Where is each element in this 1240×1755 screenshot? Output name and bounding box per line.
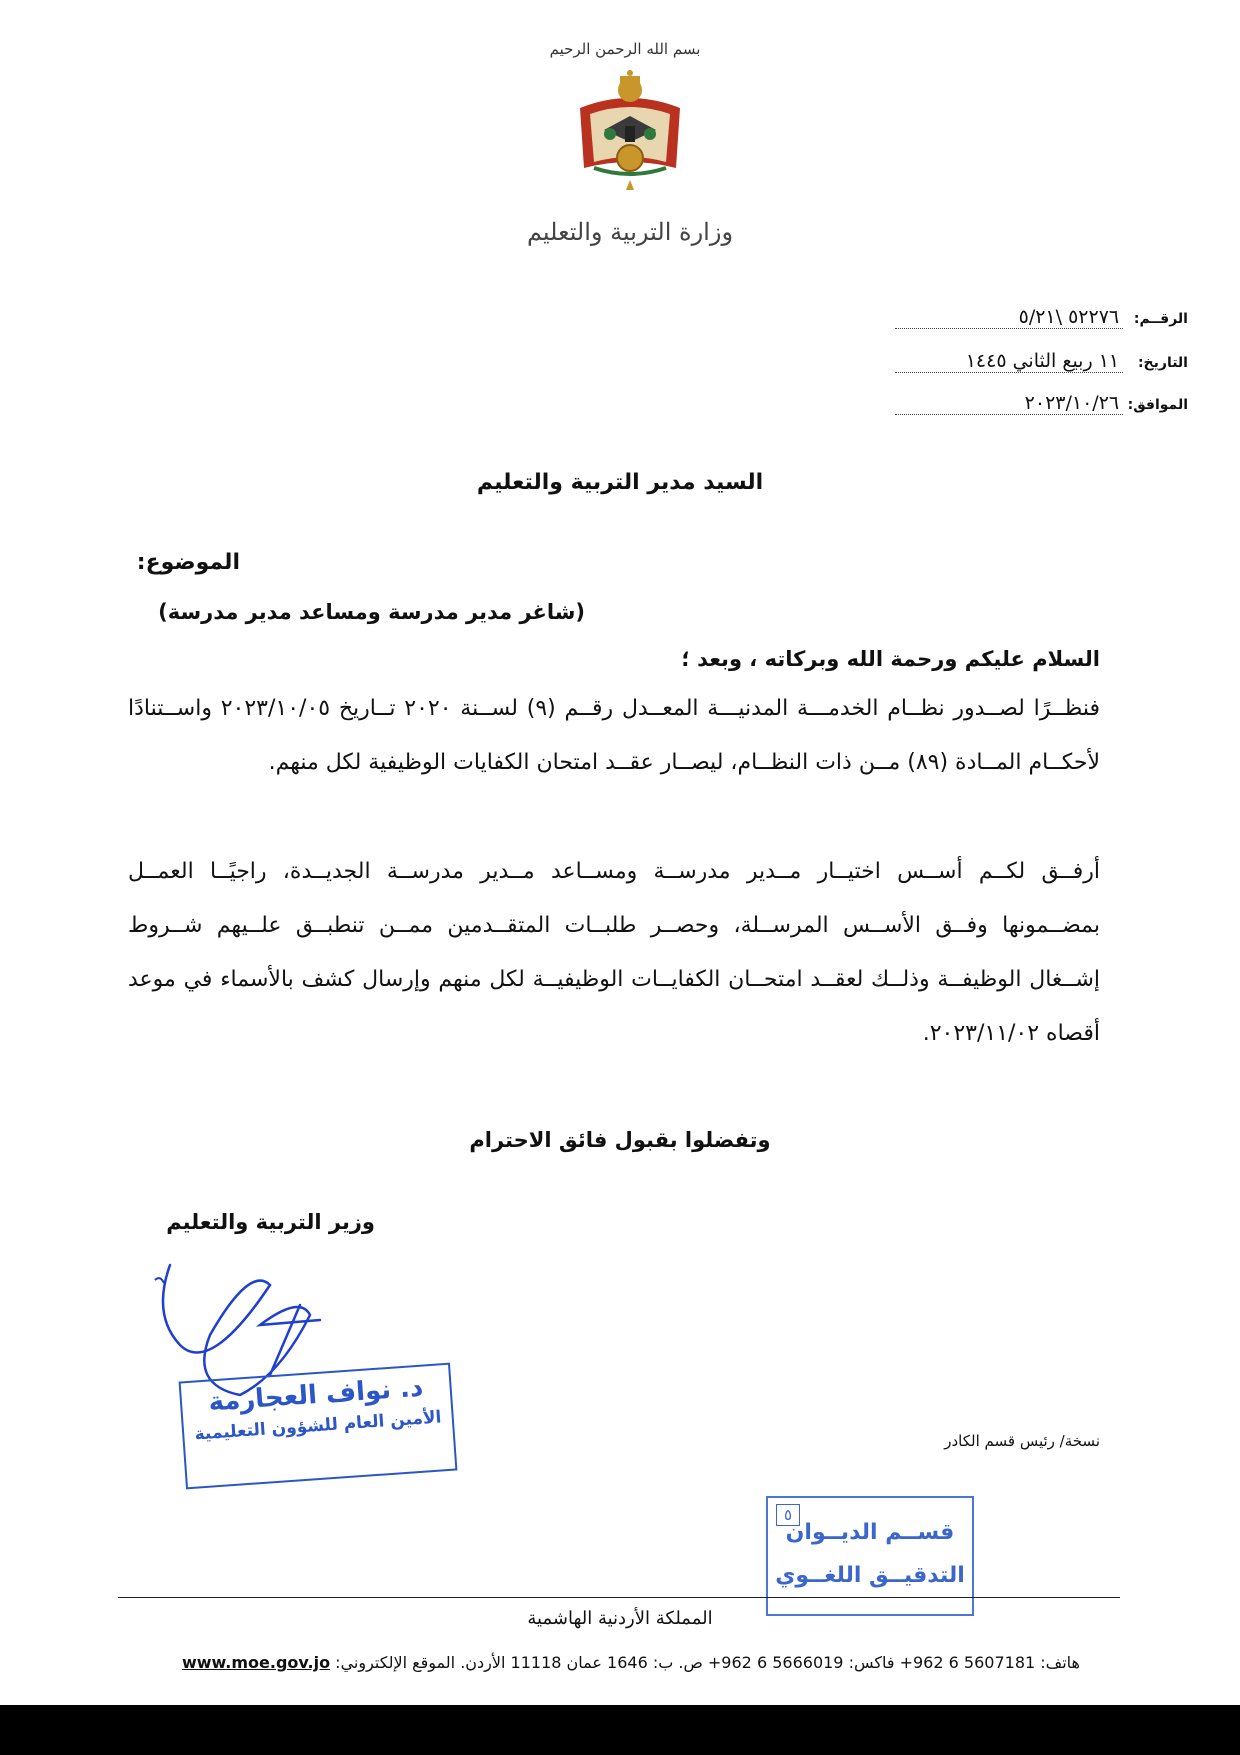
office-stamp-line1: قســم الديــوان <box>785 1520 955 1545</box>
footer-contact <box>150 1653 1080 1672</box>
body-paragraph-2: أرفــق لكــم أســس اختيــار مــدير مدرســة ومســاعد مــدير مدرســة الجديــدة، راجيًــا العمــل بمضــمونها وفــق الأســس المرســلة، وحصــر طلبــات المتقــدمين ممــن تنطبــق علــيهم شــروط إشــغال الوظيفــة وذلــك لعقــد امتحــان الكفايــات الوظيفيــة لكل منهم وإرسال كشف بالأسماء في موعد أقصاه ٢٠٢٣/١١/٠٢. <box>128 859 1100 1046</box>
signatory-title: وزير التربية والتعليم <box>166 1210 375 1234</box>
signer-stamp <box>179 1363 458 1490</box>
body-paragraph-1: فنظــرًا لصــدور نظــام الخدمـــة المدنيـــة المعــدل رقــم (٩) لســنة ٢٠٢٠ تــاريخ ٢٠٢٣/١٠/٠٥ واســتنادًا لأحكــام المــادة (٨٩) مــن ذات النظــام، ليصــار عقــد امتحان الكفايات الوظيفية لكل منهم. <box>128 696 1100 775</box>
reference-number-value: ٥٢٢٧٦ \٥/٢١ <box>895 306 1123 329</box>
footer-country: المملكة الأردنية الهاشمية <box>527 1608 713 1629</box>
basmala: بسم الله الرحمن الرحيم <box>549 40 701 58</box>
hijri-date-value: ١١ ربيع الثاني ١٤٤٥ <box>895 350 1123 373</box>
office-stamp <box>766 1496 974 1616</box>
scan-border <box>0 1705 1240 1755</box>
subject-label: الموضوع: <box>136 550 240 575</box>
gregorian-date <box>768 392 1188 415</box>
gregorian-date-label: الموافق: <box>1127 397 1188 413</box>
ministry-name: وزارة التربية والتعليم <box>526 218 734 246</box>
signer-position: الأمين العام للشؤون التعليمية <box>193 1407 443 1445</box>
signer-name: د. نواف العجارمة <box>207 1372 425 1418</box>
website-link[interactable]: www.moe.gov.jo <box>181 1653 331 1672</box>
greeting: السلام عليكم ورحمة الله وبركاته ، وبعد ؛ <box>681 647 1100 671</box>
hijri-date <box>768 350 1188 373</box>
copy-to: نسخة/ رئيس قسم الكادر <box>944 1432 1100 1450</box>
footer-contact-text: هاتف: 5607181 6 962+ فاكس: 5666019 6 962+ ص. ب: 1646 عمان 11118 الأردن. الموقع الإلكتروني: <box>335 1653 1080 1672</box>
addressee: السيد مدير التربية والتعليم <box>476 470 764 495</box>
hijri-date-label: التاريخ: <box>1137 355 1188 371</box>
closing-line: وتفضلوا بقبول فائق الاحترام <box>469 1128 771 1152</box>
footer-divider <box>118 1597 1120 1598</box>
reference-number <box>768 306 1188 329</box>
office-stamp-line2: التدقيــق اللغــوي <box>775 1563 965 1588</box>
gregorian-date-value: ٢٠٢٣/١٠/٢٦ <box>895 392 1123 415</box>
jordan-coat-of-arms-icon <box>570 68 690 198</box>
office-stamp-number: ٥ <box>776 1504 800 1526</box>
reference-number-label: الرقــم: <box>1133 311 1188 327</box>
subject: (شاغر مدير مدرسة ومساعد مدير مدرسة) <box>158 600 585 624</box>
